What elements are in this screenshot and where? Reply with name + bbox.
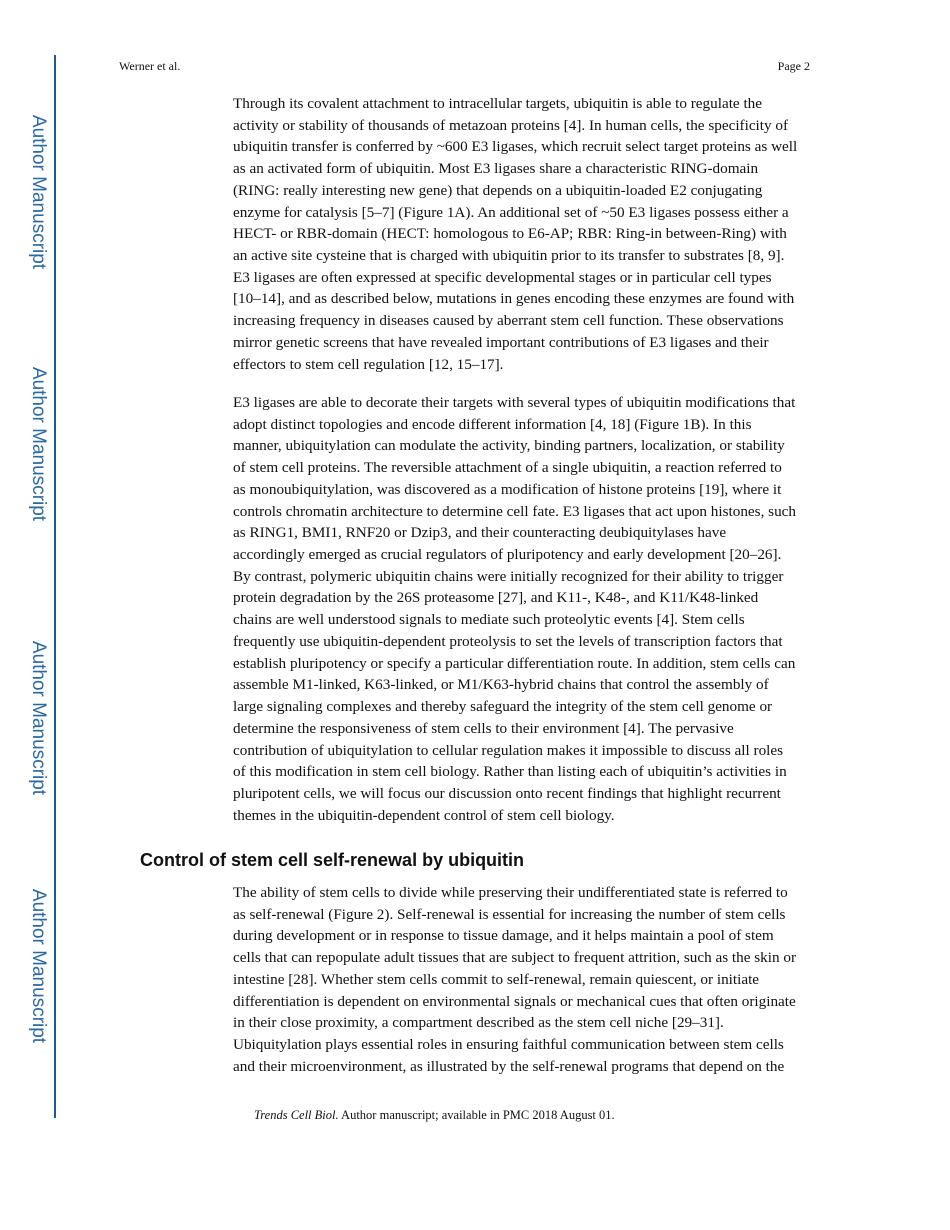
text-line: Through its covalent attachment to intracellular targets, ubiquitin is able to regulate the bbox=[233, 95, 763, 112]
author-manuscript-label: Author Manuscript bbox=[28, 888, 49, 1044]
text-line: of stem cell proteins. The reversible attachment of a single ubiquitin, a reaction referred to bbox=[233, 459, 782, 477]
text-line: assemble M1-linked, K63-linked, or M1/K63-hybrid chains that control the assembly of bbox=[233, 676, 769, 694]
text-line: establish pluripotency or specify a particular differentiation route. In addition, stem cells can bbox=[233, 654, 796, 672]
running-header-authors: Werner et al. bbox=[119, 59, 181, 73]
text-line: (RING: really interesting new gene) that depends on a ubiquitin-loaded E2 conjugating bbox=[233, 181, 763, 199]
text-line: frequently use ubiquitin-dependent proteolysis to set the levels of transcription factors that bbox=[233, 632, 783, 650]
text-line: in their close proximity, a compartment described as the stem cell niche [29–31]. bbox=[233, 1014, 724, 1032]
text-line: contribution of ubiquitylation to cellular regulation makes it impossible to discuss all roles bbox=[233, 741, 784, 759]
margin-rule bbox=[54, 55, 56, 1118]
footer-text: Author manuscript; available in PMC 2018 August 01. bbox=[338, 1108, 615, 1122]
text-line: E3 ligases are able to decorate their targets with several types of ubiquitin modifications that bbox=[233, 394, 796, 411]
text-line: The ability of stem cells to divide while preserving their undifferentiated state is referred to bbox=[233, 884, 788, 901]
text-line: as monoubiquitylation, was discovered as a modification of histone proteins [19], where it bbox=[233, 480, 782, 498]
author-manuscript-label: Author Manuscript bbox=[28, 366, 49, 522]
text-line: Ubiquitylation plays essential roles in ensuring faithful communication between stem cells bbox=[233, 1036, 784, 1054]
footer bbox=[254, 1108, 615, 1123]
text-line: accordingly emerged as crucial regulators of pluripotency and early development [20–26]. bbox=[233, 546, 782, 564]
text-line: mirror genetic screens that have revealed important contributions of E3 ligases and their bbox=[233, 333, 769, 351]
journal-name: Trends Cell Biol. bbox=[254, 1108, 339, 1122]
text-line: controls chromatin architecture to determine cell fate. E3 ligases that act upon histones, such bbox=[233, 502, 797, 520]
paragraph-3 bbox=[233, 882, 823, 1077]
section-heading: Control of stem cell self-renewal by ubiquitin bbox=[140, 850, 525, 870]
text-line: cells that can repopulate adult tissues that are subject to frequent attrition, such as the skin or bbox=[233, 949, 797, 967]
text-line: large signaling complexes and thereby safeguard the integrity of the stem cell genome or bbox=[233, 698, 773, 716]
text-line: and their microenvironment, as illustrated by the self-renewal programs that depend on the bbox=[233, 1057, 785, 1075]
text-line: [10–14], and as described below, mutations in genes encoding these enzymes are found with bbox=[233, 290, 795, 308]
text-line: activity or stability of thousands of metazoan proteins [4]. In human cells, the specificity of bbox=[233, 116, 789, 134]
text-line: an active site cysteine that is charged with ubiquitin prior to its transfer to substrates [8, 9]. bbox=[233, 247, 785, 265]
text-line: determine the responsiveness of stem cells to their environment [4]. The pervasive bbox=[233, 719, 734, 737]
text-line: E3 ligases are often expressed at specific developmental stages or in particular cell types bbox=[233, 268, 772, 286]
text-line: pluripotent cells, we will focus our discussion onto recent findings that highlight recurrent bbox=[233, 784, 781, 802]
text-line: increasing frequency in diseases caused by aberrant stem cell function. These observations bbox=[233, 312, 784, 330]
text-line: of this modification in stem cell biology. Rather than listing each of ubiquitin’s activities in bbox=[233, 763, 787, 781]
text-line: By contrast, polymeric ubiquitin chains were initially recognized for their ability to trigger bbox=[233, 567, 784, 585]
text-line: as self-renewal (Figure 2). Self-renewal is essential for increasing the number of stem cells bbox=[233, 905, 786, 923]
text-line: manner, ubiquitylation can modulate the activity, binding partners, localization, or stability bbox=[233, 437, 785, 455]
text-line: adopt distinct topologies and encode different information [4, 18] (Figure 1B). In this bbox=[233, 415, 752, 433]
text-line: effectors to stem cell regulation [12, 15–17]. bbox=[233, 355, 504, 373]
author-manuscript-label: Author Manuscript bbox=[28, 114, 49, 270]
text-line: enzyme for catalysis [5–7] (Figure 1A). An additional set of ~50 E3 ligases possess either a bbox=[233, 203, 789, 221]
text-line: during development or in response to tissue damage, and it helps maintain a pool of stem bbox=[233, 927, 774, 945]
author-manuscript-label: Author Manuscript bbox=[28, 640, 49, 796]
paragraph-1 bbox=[233, 93, 823, 375]
text-line: ubiquitin transfer is conferred by ~600 E3 ligases, which recruit select target proteins as well bbox=[233, 138, 798, 156]
text-line: HECT- or RBR-domain (HECT: homologous to E6-AP; RBR: Ring-in between-Ring) with bbox=[233, 225, 787, 243]
page-number: Page 2 bbox=[777, 59, 810, 73]
text-line: themes in the ubiquitin-dependent control of stem cell biology. bbox=[233, 806, 615, 824]
text-line: protein degradation by the 26S proteasome [27], and K11-, K48-, and K11/K48-linked bbox=[233, 589, 759, 607]
text-line: as an activated form of ubiquitin. Most E3 ligases share a characteristic RING-domain bbox=[233, 160, 759, 178]
text-line: differentiation is dependent on environmental signals or mechanical cues that often originate bbox=[233, 992, 796, 1010]
paragraph-2 bbox=[233, 392, 823, 826]
text-line: as RING1, BMI1, RNF20 or Dzip3, and their counteracting deubiquitylases have bbox=[233, 524, 727, 542]
text-line: intestine [28]. Whether stem cells commit to self-renewal, remain quiescent, or initiate bbox=[233, 970, 760, 988]
text-line: chains are well understood signals to mediate such proteolytic events [4]. Stem cells bbox=[233, 611, 745, 629]
